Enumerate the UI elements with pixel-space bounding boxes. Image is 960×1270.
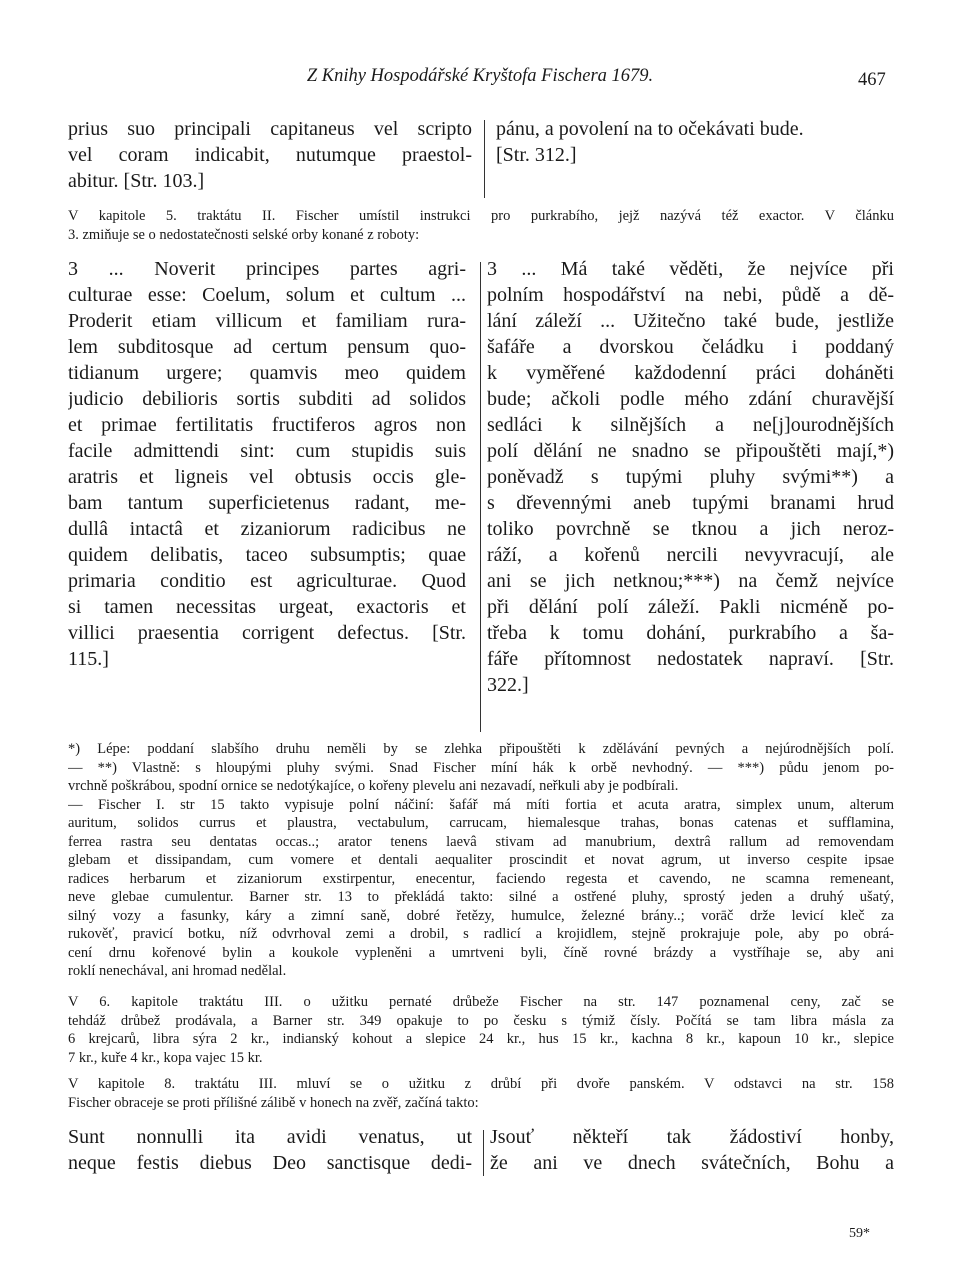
latin-text-column	[68, 256, 466, 672]
text-line: — Fischer I. str 15 takto vypisuje polní náčiní: šafář má míti fortia et acuta aratra, simplex unum, alterum	[68, 796, 894, 813]
text-line: villici praesentia corrigent defectus. [Str.	[68, 622, 466, 644]
bottom-right-column	[490, 1124, 894, 1176]
text-line: tehdáž drůbež prodávala, a Barner str. 349 opakuje to po česku s týmiž čísly. Počítá se tam libra másla za	[68, 1012, 894, 1029]
text-line: cení drnu kořenové bylin a koukole vypleněni a umrtveni byli, číně rovné brázdy a vystříhaje se, aby ani	[68, 944, 894, 961]
text-line: bam tantum superficietenus radant, me-	[68, 492, 466, 514]
text-line: et primae fertilitatis fructiferos agros non	[68, 414, 466, 436]
text-line: rukověť, pravicí botku, níž odvrhoval zemi a drobil, s radlicí a krojidlem, stejně prokrajuje pole, aby po obrá-	[68, 926, 894, 942]
text-line: 3. zmiňuje se o nedostatečnosti selské orby konané z roboty:	[68, 226, 420, 243]
text-line: Jsouť někteří tak žádostiví honby,	[490, 1126, 894, 1148]
text-line: Sunt nonnulli ita avidi venatus, ut	[68, 1126, 472, 1148]
text-line: judicio debilioris sortis subditi ad solidos	[68, 388, 466, 410]
column-divider-main	[480, 262, 481, 732]
text-line: si tamen necessitas urgeat, exactoris et	[68, 596, 466, 618]
text-line: 3 ... Noverit principes partes agri-	[68, 258, 466, 280]
page-number: 467	[858, 70, 886, 90]
text-line: neve glebae cumulentur. Barner str. 13 to překládá takto: silné a ostřené pluhy, sprostý jeden a druhý ušatý,	[68, 889, 894, 905]
text-line: toliko povrchně se tknou a jich neroz-	[487, 518, 894, 540]
text-line: vel coram indicabit, nutumque praestol-	[68, 144, 472, 166]
text-line: 6 krejcarů, libra sýra 2 kr., indianský kohout a slepice 24 kr., hus 15 kr., kachna 8 kr., kapoun 10 kr., slepice	[68, 1031, 894, 1047]
bottom-left-column	[68, 1124, 472, 1176]
text-line: V 6. kapitole traktátu III. o užitku pernaté drůbeže Fischer na str. 147 poznamenal ceny, zač se	[68, 994, 894, 1010]
text-line: roklí nenechával, ani hromad nedělal.	[68, 963, 287, 979]
text-line: lem subditosque ad certum pensum quo-	[68, 336, 466, 358]
text-line: šafáře a dvorskou čeládku i poddaný	[487, 336, 894, 358]
text-line: ferrea rastra seu dentatas occas..; arator tenens laevâ stivam ad manubrium, dextrâ rallum ad removendam	[68, 833, 894, 850]
text-line: při dělání polí záleží. Pakli nicméně po-	[487, 596, 894, 618]
text-line: quidem delibatis, taceo subsumptis; quae	[68, 544, 466, 566]
text-line: k vyměřené každodenní práci doháněti	[487, 362, 894, 384]
text-line: — **) Vlastně: s hloupými pluhy svými. Snad Fischer míní hák k orbě nevhodný. — ***) půdu jenom po-	[68, 759, 894, 776]
running-header-title: Z Knihy Hospodářské Kryštofa Fischera 1679.	[306, 66, 654, 86]
text-line: dullâ intactâ et zizaniorum radicibus ne	[68, 518, 466, 540]
text-line: 322.]	[487, 674, 529, 696]
text-line: tidianum urgere; quamvis meo quidem	[68, 362, 466, 384]
czech-text-column	[487, 256, 894, 698]
chapter-note	[68, 207, 894, 244]
text-line: 3 ... Má také věděti, že nejvíce při	[487, 258, 894, 280]
top-right-column	[496, 116, 894, 168]
text-line: Fischer obraceje se proti přílišné zálibě v honech na zvěř, začíná takto:	[68, 1094, 479, 1111]
text-line: culturae esse: Coelum, solum et cultum ...	[68, 284, 466, 306]
text-line: lání záleží ... Užitečno také bude, jestliže	[487, 310, 894, 332]
text-line: facile admittendi sint: cum stupidis suis	[68, 440, 466, 462]
text-line: prius suo principali capitaneus vel scripto	[68, 118, 472, 140]
text-line: radices herbarum et zizaniorum exstirpentur, enecentur, faciendo regesta et cavendo, ne scamna remeneant,	[68, 870, 894, 887]
top-left-column	[68, 116, 472, 194]
text-line: sedláci k silnějších a ne[j]ourodnějších	[487, 414, 894, 436]
footnotes	[68, 740, 894, 981]
text-line: V kapitole 8. traktátu III. mluví se o užitku z drůbí při dvoře panském. V odstavci na str. 158	[68, 1076, 894, 1092]
text-line: že ani ve dnech svátečních, Bohu a	[490, 1152, 894, 1174]
text-line: 115.]	[68, 648, 109, 670]
signature-mark: 59*	[849, 1226, 870, 1241]
column-divider-bottom	[483, 1130, 484, 1176]
text-line: silný vozy a fasunky, káry a zimní saně, dobré řetězy, humulce, železné brány..; vorāč drže levicí kleč za	[68, 907, 894, 924]
text-line: polí dělání ne snadno se připouštěti mají,*)	[487, 440, 894, 462]
column-divider-top	[484, 120, 485, 198]
text-line: abitur. [Str. 103.]	[68, 170, 205, 192]
text-line: V kapitole 5. traktátu II. Fischer umístil instrukci pro purkrabího, jejž nazývá též exactor. V článku	[68, 208, 894, 224]
text-line: ráží, a kořenů nercili nevyvracují, ale	[487, 544, 894, 566]
text-line: pánu, a povolení na to očekávati bude.	[496, 118, 804, 140]
text-line: neque festis diebus Deo sanctisque dedi-	[68, 1152, 472, 1174]
text-line: auritum, solidos currus et plaustra, vectabulum, carrucam, hiemalesque trahas, bonas catenas et sufflamina,	[68, 815, 894, 831]
text-line: bude; ačkoli podle mého zdání churavější	[487, 388, 894, 410]
text-line: 7 kr., kuře 4 kr., kopa vajec 15 kr.	[68, 1049, 263, 1066]
text-line: glebam et dissipandam, cum vomere et dentali aequaliter proscindit et novat agrum, ut inverso cespite ipsae	[68, 852, 894, 868]
text-line: poněvadž s tupými pluhy svými**) a	[487, 466, 894, 488]
paragraph-poultry-prices	[68, 993, 894, 1067]
text-line: ani se jich netknou;***) na čemž nejvíce	[487, 570, 894, 592]
text-line: *) Lépe: poddaní slabšího druhu neměli by se zlehka připouštěti k zdělávání pevných a nejúrodnějších polí.	[68, 741, 894, 757]
text-line: [Str. 312.]	[496, 144, 577, 166]
paragraph-hunting	[68, 1075, 894, 1112]
text-line: Proderit etiam villicum et familiam rura-	[68, 310, 466, 332]
text-line: polním hospodářství na nebi, půdě a dě-	[487, 284, 894, 306]
text-line: třeba k tomu dohání, purkrabího a ša-	[487, 622, 894, 644]
text-line: primaria conditio est agriculturae. Quod	[68, 570, 466, 592]
text-line: aratris et ligneis vel obtusis occis gle-	[68, 466, 466, 488]
text-line: vrchně poškrábou, spodní ornice se nedotýkajíce, o kořeny plevelu ani nezavadí, neřkuli aby je podbírali.	[68, 778, 679, 794]
text-line: s dřevennými aneb tupými branami hrud	[487, 492, 894, 514]
text-line: fáře přítomnost nedostatek napraví. [Str.	[487, 648, 894, 670]
